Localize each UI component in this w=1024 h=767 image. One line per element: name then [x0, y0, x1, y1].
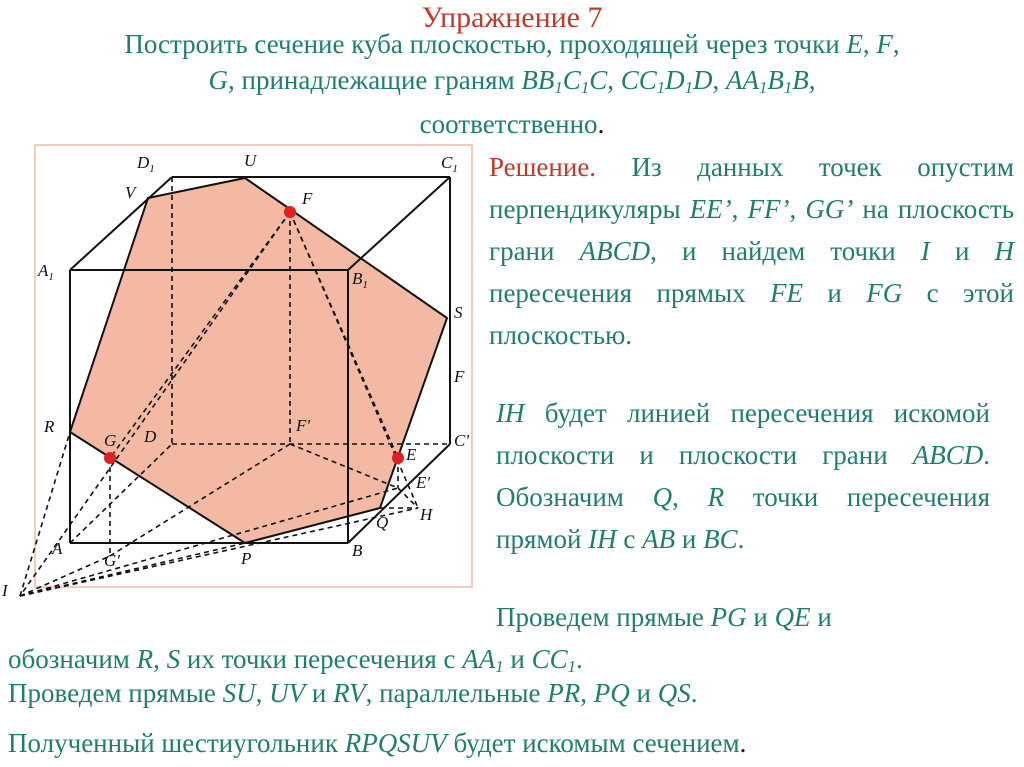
section-hexagon: [70, 178, 447, 543]
label-G: G: [104, 431, 117, 450]
label-H: H: [420, 505, 433, 524]
task-statement: Построить сечение куба плоскостью, проходящей через точки E, F, G, принадлежащие граням $BB_1C_1C$, $CC_1D_1D$, $AA_1B_1B$, соответственно.: [124, 29, 900, 140]
point-G: [104, 452, 116, 464]
solution-paragraph-4: обозначим R, S их точки пересечения с $AA_1$ и $CC_1$.: [8, 644, 583, 677]
label-A: A: [52, 539, 63, 558]
label-D: D: [144, 427, 157, 446]
label-A1: $A_1$: [38, 261, 54, 283]
point-F: [284, 206, 296, 218]
solution-paragraph-3: Проведем прямые PG и QE и: [496, 602, 832, 632]
label-R: R: [44, 417, 55, 436]
label-B: B: [352, 541, 363, 560]
label-F-prime: F': [296, 416, 311, 435]
label-F-right: F: [454, 367, 465, 386]
label-P: P: [241, 549, 252, 568]
label-E-prime: E': [416, 473, 431, 492]
solution-paragraph-6: Полученный шестиугольник RPQSUV будет искомым сечением.: [8, 728, 747, 758]
label-C-prime: C': [454, 431, 469, 450]
label-B1: $B_1$: [352, 269, 368, 291]
label-V: V: [125, 183, 136, 202]
cube-section-figure: [0, 140, 490, 610]
label-I: I: [2, 581, 8, 600]
solution-paragraph-1: Решение. Из данных точек опустим перпендикуляры EE’, FF’, GG’ на плоскость грани ABCD, и найдем точки I и H пересечения прямых FE и FG с этой плоскостью.: [489, 152, 1015, 350]
label-C1: $C_1$: [441, 153, 458, 175]
label-D1: $D_1$: [137, 153, 155, 175]
label-U: U: [244, 151, 257, 170]
label-S: S: [454, 303, 463, 322]
exercise-title: Упражнение 7: [421, 1, 603, 34]
label-Q: Q: [376, 513, 389, 532]
label-G-prime: G': [104, 551, 120, 570]
label-F: F: [302, 189, 313, 208]
label-E: E: [406, 445, 417, 464]
solution-paragraph-5: Проведем прямые SU, UV и RV, параллельные PR, PQ и QS.: [8, 678, 698, 708]
point-E: [392, 452, 404, 464]
solution-paragraph-2: IH будет линией пересечения искомой плоскости и плоскости грани ABCD. Обозначим Q, R точки пересечения прямой IH с AB и BC.: [496, 398, 990, 554]
